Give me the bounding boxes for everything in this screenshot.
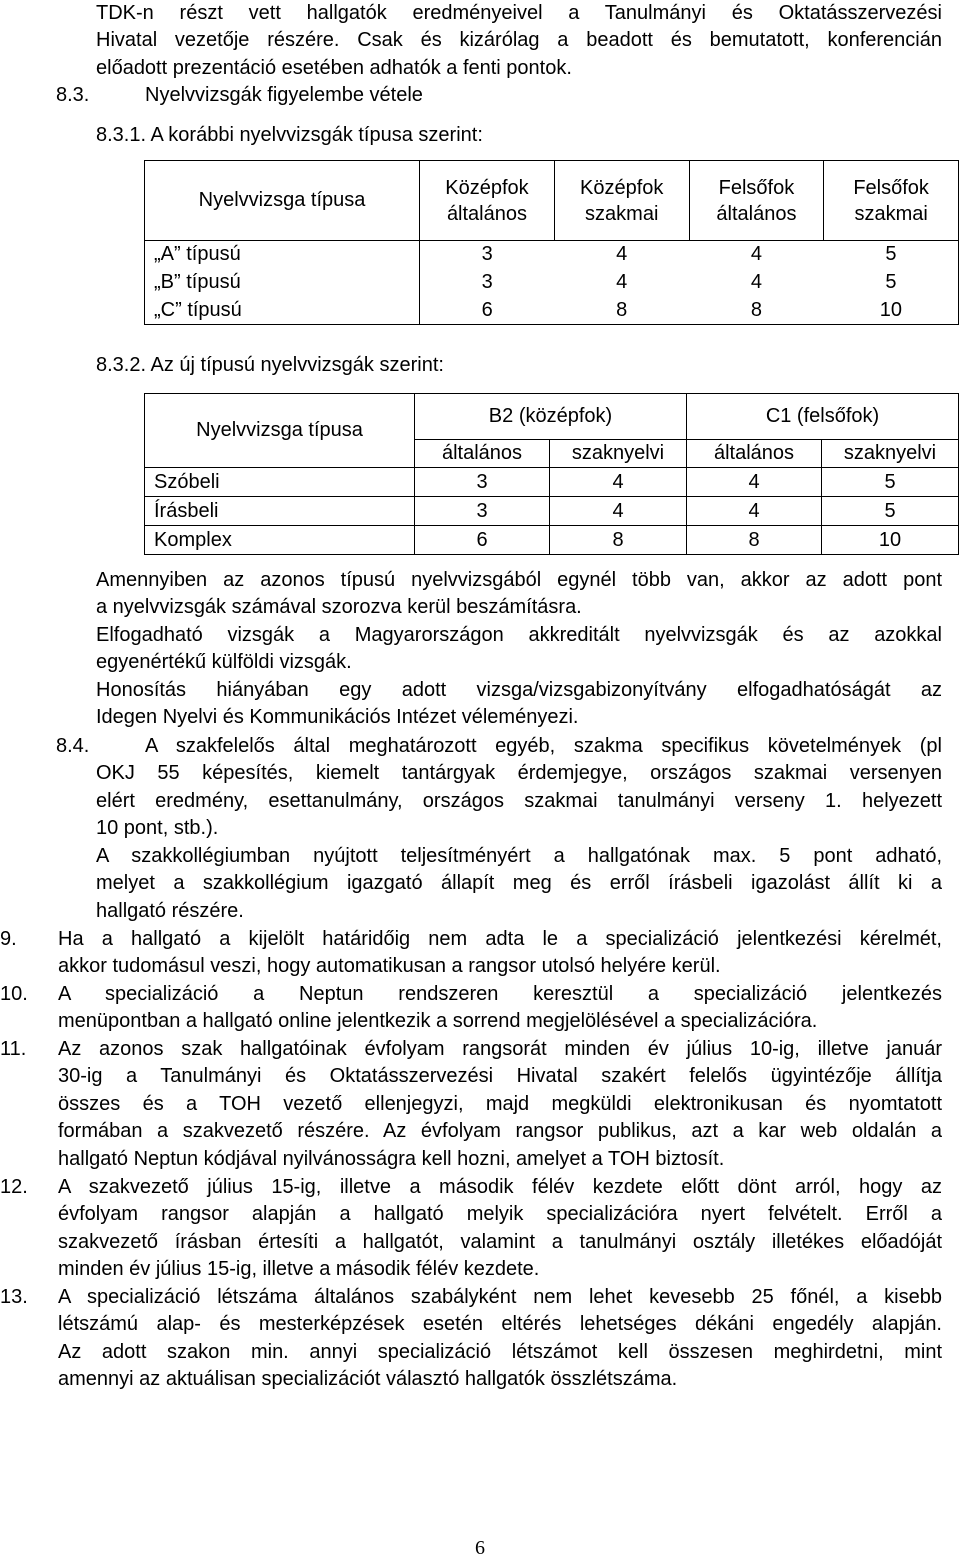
- intro-line-1: TDK-n részt vett hallgatók eredményeivel a Tanulmányi és Oktatásszervezési: [96, 2, 942, 24]
- sec-8-4-line-1: A szakfelelős által meghatározott egyéb, szakma specifikus követelmények (pl: [145, 735, 942, 757]
- table2-cell: 4: [550, 468, 687, 497]
- page-number: 6: [475, 1537, 485, 1559]
- table1-header: Felsőfok szakmai: [824, 161, 959, 241]
- table2-cell: 10: [822, 526, 959, 555]
- table1-cell: 6: [420, 297, 555, 325]
- table1-row-label: „A” típusú: [145, 241, 420, 269]
- table2-corner: Nyelvvizsga típusa: [145, 394, 415, 468]
- item-13-line-3: Az adott szakon min. annyi specializáció létszámot kell összesen meghirdetni, mint: [58, 1341, 942, 1363]
- table2-subheader: általános: [415, 440, 550, 468]
- table2-cell: 4: [687, 468, 822, 497]
- new-exam-table: [144, 393, 959, 555]
- table2-cell: 8: [550, 526, 687, 555]
- item-10-line-1: A specializáció a Neptun rendszeren keresztül a specializáció jelentkezés: [58, 983, 942, 1005]
- table1-cell: 8: [689, 297, 824, 325]
- sec-8-4-line-2: OKJ 55 képesítés, kiemelt tantárgyak érdemjegye, országos szakmai versenyen: [96, 762, 942, 784]
- table2-cell: 4: [550, 497, 687, 526]
- item-11-line-4: formában a szakvezető részére. Az évfolyam rangsor publikus, azt a kar web oldalán a: [58, 1120, 942, 1142]
- table2-cell: 5: [822, 468, 959, 497]
- item-9-line-1: Ha a hallgató a kijelölt határidőig nem adta le a specializáció jelentkezési kérelmét,: [58, 928, 942, 950]
- table1-row-label: „B” típusú: [145, 269, 420, 297]
- section-number-8-3: 8.3.: [56, 84, 90, 106]
- table2-cell: 8: [687, 526, 822, 555]
- intro-line-3: előadott prezentáció esetében adhatók a fenti pontok.: [96, 57, 572, 79]
- table2-cell: 3: [415, 497, 550, 526]
- note-3-line-2: Idegen Nyelvi és Kommunikációs Intézet véleményezi.: [96, 706, 579, 728]
- table2-cell: 6: [415, 526, 550, 555]
- sec-8-4-line-6: melyet a szakkollégium igazgató állapít meg és erről írásbeli igazolást állít ki a: [96, 872, 942, 894]
- table1-header: Felsőfok általános: [689, 161, 824, 241]
- section-number-8-4: 8.4.: [56, 735, 90, 757]
- table2-group-header: C1 (felsőfok): [687, 394, 959, 440]
- table2-subheader: szaknyelvi: [822, 440, 959, 468]
- item-11-line-5: hallgató Neptun kódjával nyilvánosságra kell hozni, amelyet a TOH biztosít.: [58, 1148, 725, 1170]
- item-number-12: 12.: [0, 1176, 28, 1198]
- table2-subheader: szaknyelvi: [550, 440, 687, 468]
- sec-8-4-line-4: 10 pont, stb.).: [96, 817, 219, 839]
- table1-cell: 5: [824, 269, 959, 297]
- table2-row-label: Komplex: [145, 526, 415, 555]
- table2-cell: 4: [687, 497, 822, 526]
- table1-cell: 5: [824, 241, 959, 269]
- table1-cell: 4: [616, 271, 628, 293]
- table2-cell: 5: [822, 497, 959, 526]
- table2-group-header: B2 (középfok): [415, 394, 687, 440]
- note-2-line-2: egyenértékű külföldi vizsgák.: [96, 651, 352, 673]
- item-number-9: 9.: [0, 928, 17, 950]
- sec-8-4-line-3: elért eredmény, esettanulmány, országos szakmai tanulmányi verseny 1. helyezett: [96, 790, 942, 812]
- table1-cell: 4: [750, 243, 762, 266]
- table1-header: Középfok szakmai: [554, 161, 689, 241]
- sec-8-4-line-5: A szakkollégiumban nyújtott teljesítményért a hallgatónak max. 5 pont adható,: [96, 845, 942, 867]
- table1-cell: 8: [554, 297, 689, 325]
- item-12-line-3: szakvezető írásban értesíti a hallgatót, valamint a tanulmányi osztály illetékes előadóját: [58, 1231, 942, 1253]
- item-13-line-4: amennyi az aktuálisan specializációt választó hallgatók összlétszáma.: [58, 1368, 678, 1390]
- sec-8-4-line-7: hallgató részére.: [96, 900, 244, 922]
- table1-cell: 10: [824, 297, 959, 325]
- section-heading-8-3-1: 8.3.1. A korábbi nyelvvizsgák típusa szerint:: [96, 124, 483, 146]
- note-1-line-1: Amennyiben az azonos típusú nyelvvizsgából egynél több van, akkor az adott pont: [96, 569, 942, 591]
- note-3-line-1: Honosítás hiányában egy adott vizsga/vizsgabizonyítvány elfogadhatóságát az: [96, 679, 942, 701]
- item-number-10: 10.: [0, 983, 28, 1005]
- item-11-line-2: 30-ig a Tanulmányi és Oktatásszervezési Hivatal szakért felelős ügyintézője állítja: [58, 1065, 942, 1087]
- table1-corner: Nyelvvizsga típusa: [145, 161, 420, 241]
- table1-cell: 3: [481, 271, 493, 293]
- item-13-line-2: létszámú alap- és mesterképzések esetén eltérés lehetséges dékáni engedély alapján.: [58, 1313, 942, 1335]
- old-exam-table: [144, 160, 959, 325]
- note-2-line-1: Elfogadható vizsgák a Magyarországon akkreditált nyelvvizsgák és az azokkal: [96, 624, 942, 646]
- table2-row-label: Szóbeli: [145, 468, 415, 497]
- item-12-line-4: minden év július 15-ig, illetve a második félév kezdete.: [58, 1258, 540, 1280]
- item-10-line-2: menüpontban a hallgató online jelentkezik a sorrend megjelölésével a specializációra.: [58, 1010, 818, 1032]
- item-13-line-1: A specializáció létszáma általános szabályként nem lehet kevesebb 25 főnél, a kisebb: [58, 1286, 942, 1308]
- item-11-line-3: összes és a TOH vezető ellenjegyzi, majd megküldi elektronikusan és nyomtatott: [58, 1093, 942, 1115]
- table1-header: Középfok általános: [420, 161, 555, 241]
- table1-cell: 4: [616, 243, 628, 266]
- table2-row-label: Írásbeli: [145, 497, 415, 526]
- item-11-line-1: Az azonos szak hallgatóinak évfolyam rangsorát minden év július 10-ig, illetve január: [58, 1038, 942, 1060]
- table1-row-label: „C” típusú: [145, 297, 420, 325]
- table2-cell: 3: [415, 468, 550, 497]
- note-1-line-2: a nyelvvizsgák számával szorozva kerül beszámításra.: [96, 596, 582, 618]
- item-12-line-2: évfolyam rangsor alapján a hallgató melyik specializációra nyert felvételt. Erről a: [58, 1203, 942, 1225]
- item-9-line-2: akkor tudomásul veszi, hogy automatikusan a rangsor utolsó helyére kerül.: [58, 955, 721, 977]
- section-heading-8-3-2: 8.3.2. Az új típusú nyelvvizsgák szerint:: [96, 354, 444, 376]
- table1-cell: 4: [750, 271, 762, 293]
- section-title-8-3: Nyelvvizsgák figyelembe vétele: [145, 84, 423, 106]
- item-number-11: 11.: [0, 1038, 27, 1060]
- intro-line-2: Hivatal vezetője részére. Csak és kizárólag a beadott és bemutatott, konferencián: [96, 29, 942, 51]
- table1-cell: 3: [481, 243, 493, 266]
- item-12-line-1: A szakvezető július 15-ig, illetve a második félév kezdete előtt dönt arról, hogy az: [58, 1176, 942, 1198]
- table2-subheader: általános: [687, 440, 822, 468]
- item-number-13: 13.: [0, 1286, 28, 1308]
